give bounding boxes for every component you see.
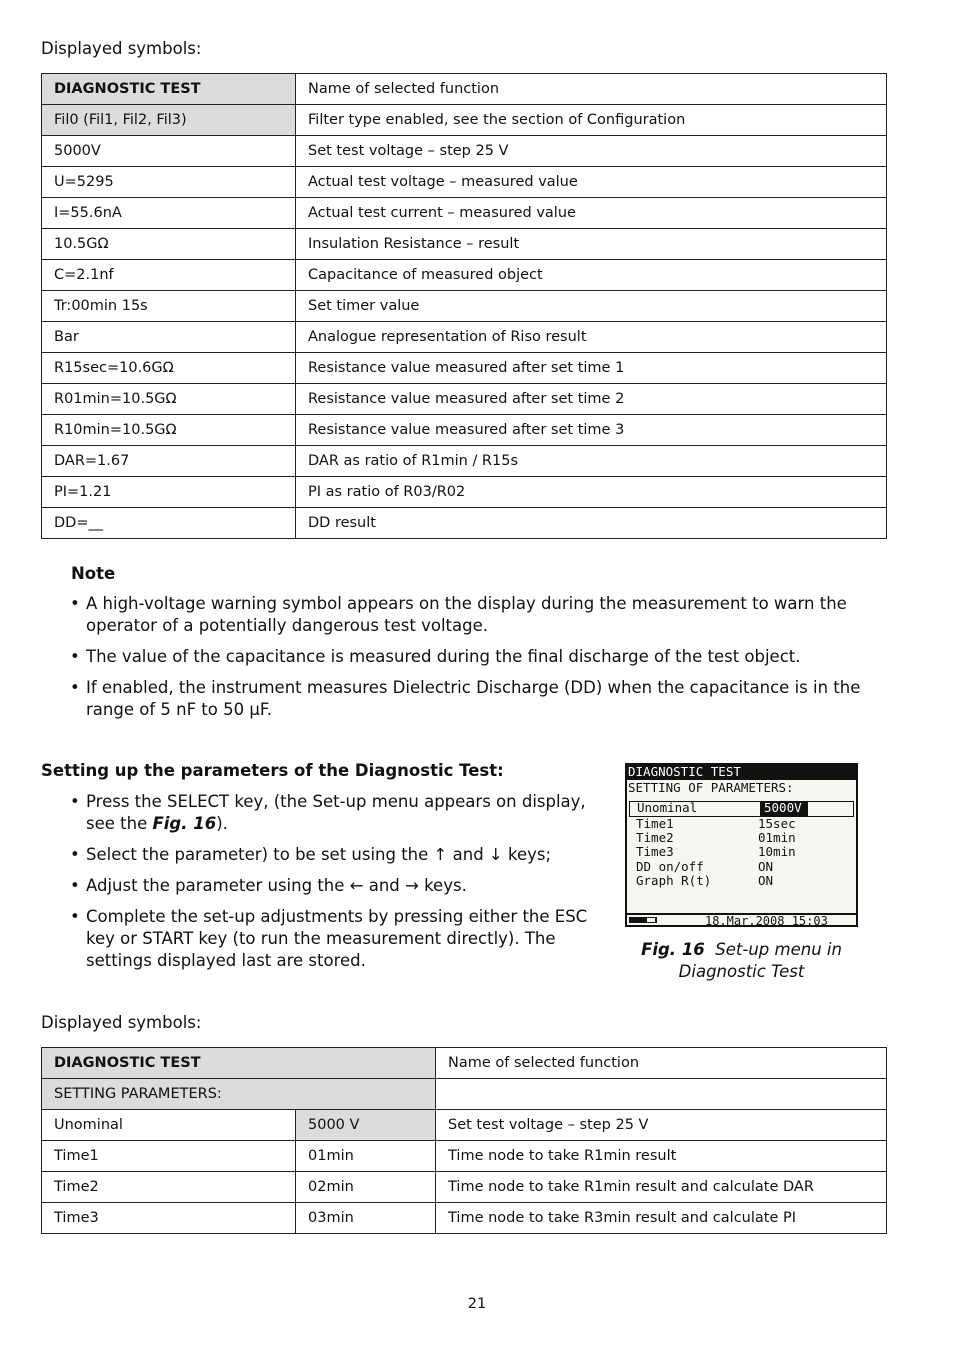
note-item: • A high-voltage warning symbol appears on the display during the measurement to warn the operator of a potentially dangerous test voltage.	[70, 593, 880, 637]
table-row	[42, 229, 887, 260]
table-row	[42, 1172, 887, 1203]
symbol-cell: 10.5GΩ	[42, 229, 296, 260]
lcd-param-row: Graph R(t) ON	[636, 873, 774, 888]
table-row	[42, 136, 887, 167]
symbol-cell: C=2.1nf	[42, 260, 296, 291]
description-cell: Actual test voltage – measured value	[296, 167, 887, 198]
setup-list	[70, 791, 590, 981]
symbol-cell: PI=1.21	[42, 477, 296, 508]
lcd-param-name: Unominal	[637, 800, 698, 815]
symbol-cell: R10min=10.5GΩ	[42, 415, 296, 446]
lcd-param-row: Time3 10min	[636, 844, 796, 859]
table-row	[42, 260, 887, 291]
table-header-desc: Name of selected function	[436, 1048, 887, 1079]
table-row	[42, 167, 887, 198]
symbol-cell: Tr:00min 15s	[42, 291, 296, 322]
figure-label: Fig. 16	[641, 940, 705, 959]
battery-icon	[629, 917, 657, 923]
note-item: • The value of the capacitance is measured during the final discharge of the test object.	[70, 646, 880, 668]
lcd-selected-row	[629, 801, 854, 817]
description-cell: Time node to take R1min result	[436, 1141, 887, 1172]
value-cell: 01min	[296, 1141, 436, 1172]
description-cell: Resistance value measured after set time 2	[296, 384, 887, 415]
lcd-title: DIAGNOSTIC TEST	[627, 765, 856, 780]
description-cell: Time node to take R1min result and calculate DAR	[436, 1172, 887, 1203]
table-row	[42, 415, 887, 446]
setup-item: • Press the SELECT key, (the Set-up menu appears on display, see the Fig. 16).	[70, 791, 590, 835]
description-cell: Time node to take R3min result and calculate PI	[436, 1203, 887, 1234]
setup-item: • Adjust the parameter using the ← and → keys.	[70, 875, 590, 897]
parameter-cell: Time2	[42, 1172, 296, 1203]
figure-caption: Fig. 16 Set-up menu in Diagnostic Test	[641, 940, 842, 981]
description-cell: DD result	[296, 508, 887, 539]
description-cell: Analogue representation of Riso result	[296, 322, 887, 353]
arrow-up-icon: ↑	[433, 845, 448, 864]
description-cell: DAR as ratio of R1min / R15s	[296, 446, 887, 477]
table-row	[42, 1110, 887, 1141]
description-cell: Set test voltage – step 25 V	[436, 1110, 887, 1141]
table-row	[42, 105, 887, 136]
table-row	[42, 322, 887, 353]
setup-item: • Select the parameter) to be set using the ↑ and ↓ keys;	[70, 844, 590, 866]
symbol-cell: R15sec=10.6GΩ	[42, 353, 296, 384]
table-row	[42, 74, 887, 105]
symbol-cell: DAR=1.67	[42, 446, 296, 477]
symbol-cell: DD=__	[42, 508, 296, 539]
parameters-table	[41, 1047, 887, 1234]
table-header-label: DIAGNOSTIC TEST	[42, 1048, 436, 1079]
description-cell: Set timer value	[296, 291, 887, 322]
lcd-param-value: 5000V	[760, 801, 808, 816]
note-title: Note	[71, 564, 116, 583]
description-cell: PI as ratio of R03/R02	[296, 477, 887, 508]
lcd-subtitle: SETTING OF PARAMETERS:	[628, 780, 794, 795]
symbol-cell: U=5295	[42, 167, 296, 198]
table-row	[42, 1203, 887, 1234]
parameter-cell: Time1	[42, 1141, 296, 1172]
arrow-right-icon: →	[405, 876, 419, 895]
symbol-cell: DIAGNOSTIC TEST	[42, 74, 296, 105]
table-row	[42, 477, 887, 508]
value-cell: 02min	[296, 1172, 436, 1203]
arrow-left-icon: ←	[349, 876, 364, 895]
note-list	[70, 593, 880, 730]
symbol-cell: Fil0 (Fil1, Fil2, Fil3)	[42, 105, 296, 136]
value-cell: 03min	[296, 1203, 436, 1234]
description-cell: Resistance value measured after set time 3	[296, 415, 887, 446]
table-subheader-label: SETTING PARAMETERS:	[42, 1079, 436, 1110]
parameter-cell: Unominal	[42, 1110, 296, 1141]
figure-reference: Fig. 16	[152, 814, 217, 833]
table-row	[42, 198, 887, 229]
lcd-param-row: Time2 01min	[636, 830, 796, 845]
note-item: • If enabled, the instrument measures Dielectric Discharge (DD) when the capacitance is in the range of 5 nF to 50 µF.	[70, 677, 880, 721]
symbol-cell: I=55.6nA	[42, 198, 296, 229]
table-row	[42, 1141, 887, 1172]
table-row	[42, 508, 887, 539]
description-cell: Resistance value measured after set time 1	[296, 353, 887, 384]
section1-heading: Displayed symbols:	[41, 39, 202, 58]
setup-heading: Setting up the parameters of the Diagnostic Test:	[41, 761, 504, 780]
symbol-cell: 5000V	[42, 136, 296, 167]
lcd-screen	[625, 763, 858, 927]
table-subheader-desc	[436, 1079, 887, 1110]
description-cell: Actual test current – measured value	[296, 198, 887, 229]
parameter-cell: Time3	[42, 1203, 296, 1234]
setup-item: • Complete the set-up adjustments by pressing either the ESC key or START key (to run the measurement directly). The settings displayed last are stored.	[70, 906, 590, 972]
table-row	[42, 384, 887, 415]
description-cell: Capacitance of measured object	[296, 260, 887, 291]
description-cell: Set test voltage – step 25 V	[296, 136, 887, 167]
symbols-table	[41, 73, 887, 539]
table-row	[42, 291, 887, 322]
description-cell: Filter type enabled, see the section of Configuration	[296, 105, 887, 136]
description-cell: Name of selected function	[296, 74, 887, 105]
symbol-cell: Bar	[42, 322, 296, 353]
page-number: 21	[467, 1296, 487, 1312]
section2-heading: Displayed symbols:	[41, 1013, 202, 1032]
description-cell: Insulation Resistance – result	[296, 229, 887, 260]
table-row	[42, 446, 887, 477]
symbol-cell: R01min=10.5GΩ	[42, 384, 296, 415]
value-cell: 5000 V	[296, 1110, 436, 1141]
arrow-down-icon: ↓	[488, 845, 503, 864]
lcd-param-row: DD on/off ON	[636, 859, 774, 874]
lcd-datetime: 18.Mar.2008 15:03	[705, 914, 828, 927]
lcd-param-row: Time1 15sec	[636, 816, 796, 831]
table-row	[42, 353, 887, 384]
